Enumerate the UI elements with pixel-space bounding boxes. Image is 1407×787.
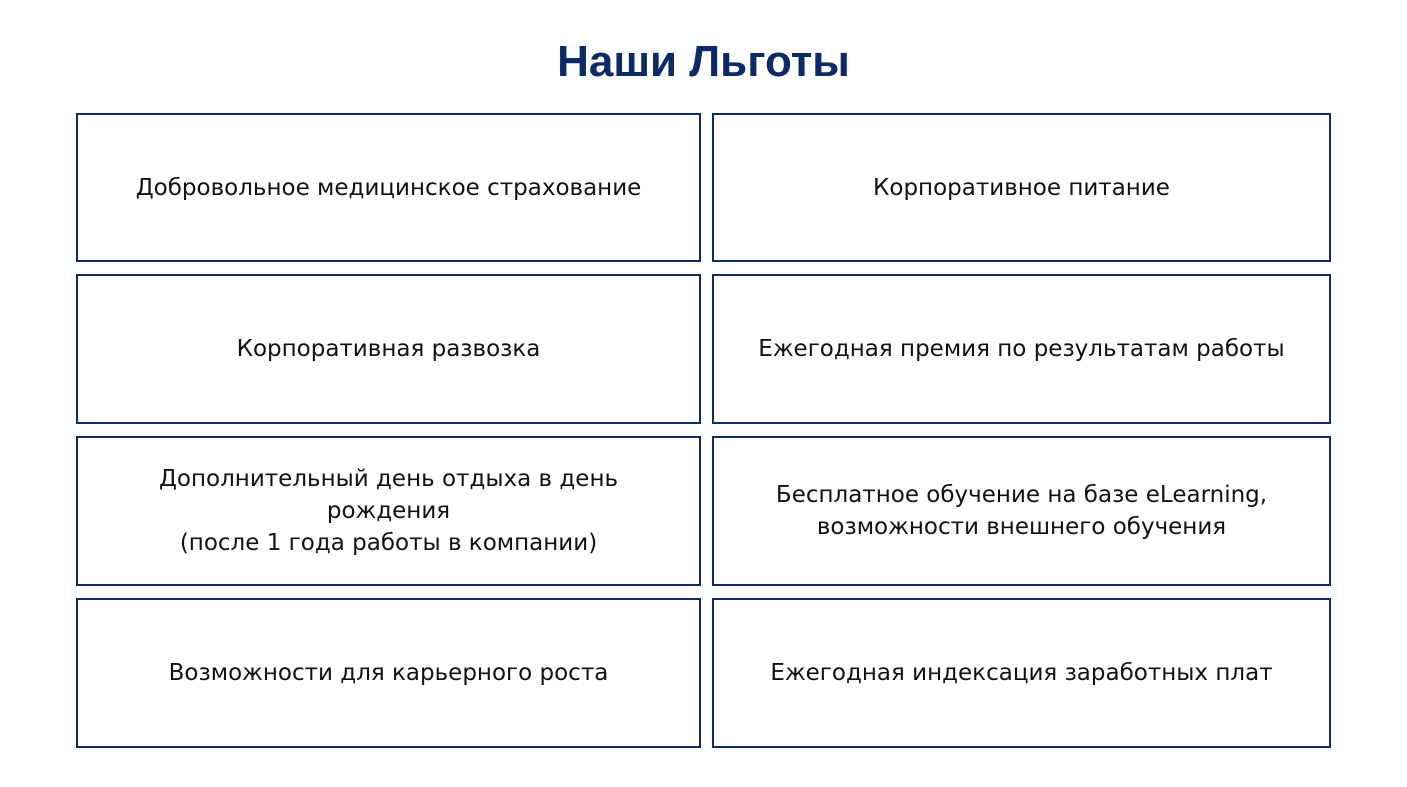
benefit-card-line: Бесплатное обучение на базе eLearning, <box>775 482 1268 508</box>
page-title: Наши Льготы <box>557 37 850 86</box>
benefit-card-line: (после 1 года работы в компании) <box>179 530 598 556</box>
benefit-card-line: Корпоративная развозка <box>236 336 541 362</box>
benefit-card-career-growth <box>76 598 701 748</box>
benefit-card-free-training <box>712 436 1331 586</box>
benefit-card-birthday-day-off <box>76 436 701 586</box>
benefit-card-line: Дополнительный день отдыха в день рождения <box>158 466 619 524</box>
benefit-card-text <box>873 172 1170 204</box>
benefit-card-line: Добровольное медицинское страхование <box>135 174 642 201</box>
benefit-card-text <box>237 333 541 365</box>
benefit-card-annual-bonus <box>712 274 1331 424</box>
benefit-card-line: Ежегодная премия по результатам работы <box>758 336 1285 362</box>
benefit-card-line: возможности внешнего обучения <box>816 514 1227 540</box>
benefit-card-line: Корпоративное питание <box>873 174 1170 201</box>
benefit-card-text <box>136 172 642 204</box>
benefit-card-corporate-transport <box>76 274 701 424</box>
benefit-card-salary-indexation <box>712 598 1331 748</box>
benefit-card-text <box>758 333 1284 365</box>
benefit-card-corporate-meals <box>712 113 1331 262</box>
benefit-card-text <box>770 657 1272 689</box>
benefit-card-medical-insurance <box>76 113 701 262</box>
benefit-card-line: Ежегодная индексация заработных плат <box>770 660 1273 686</box>
benefit-card-text <box>169 657 609 689</box>
benefit-card-text <box>96 463 681 559</box>
benefit-card-line: Возможности для карьерного роста <box>168 660 609 686</box>
benefit-card-text <box>776 479 1267 543</box>
